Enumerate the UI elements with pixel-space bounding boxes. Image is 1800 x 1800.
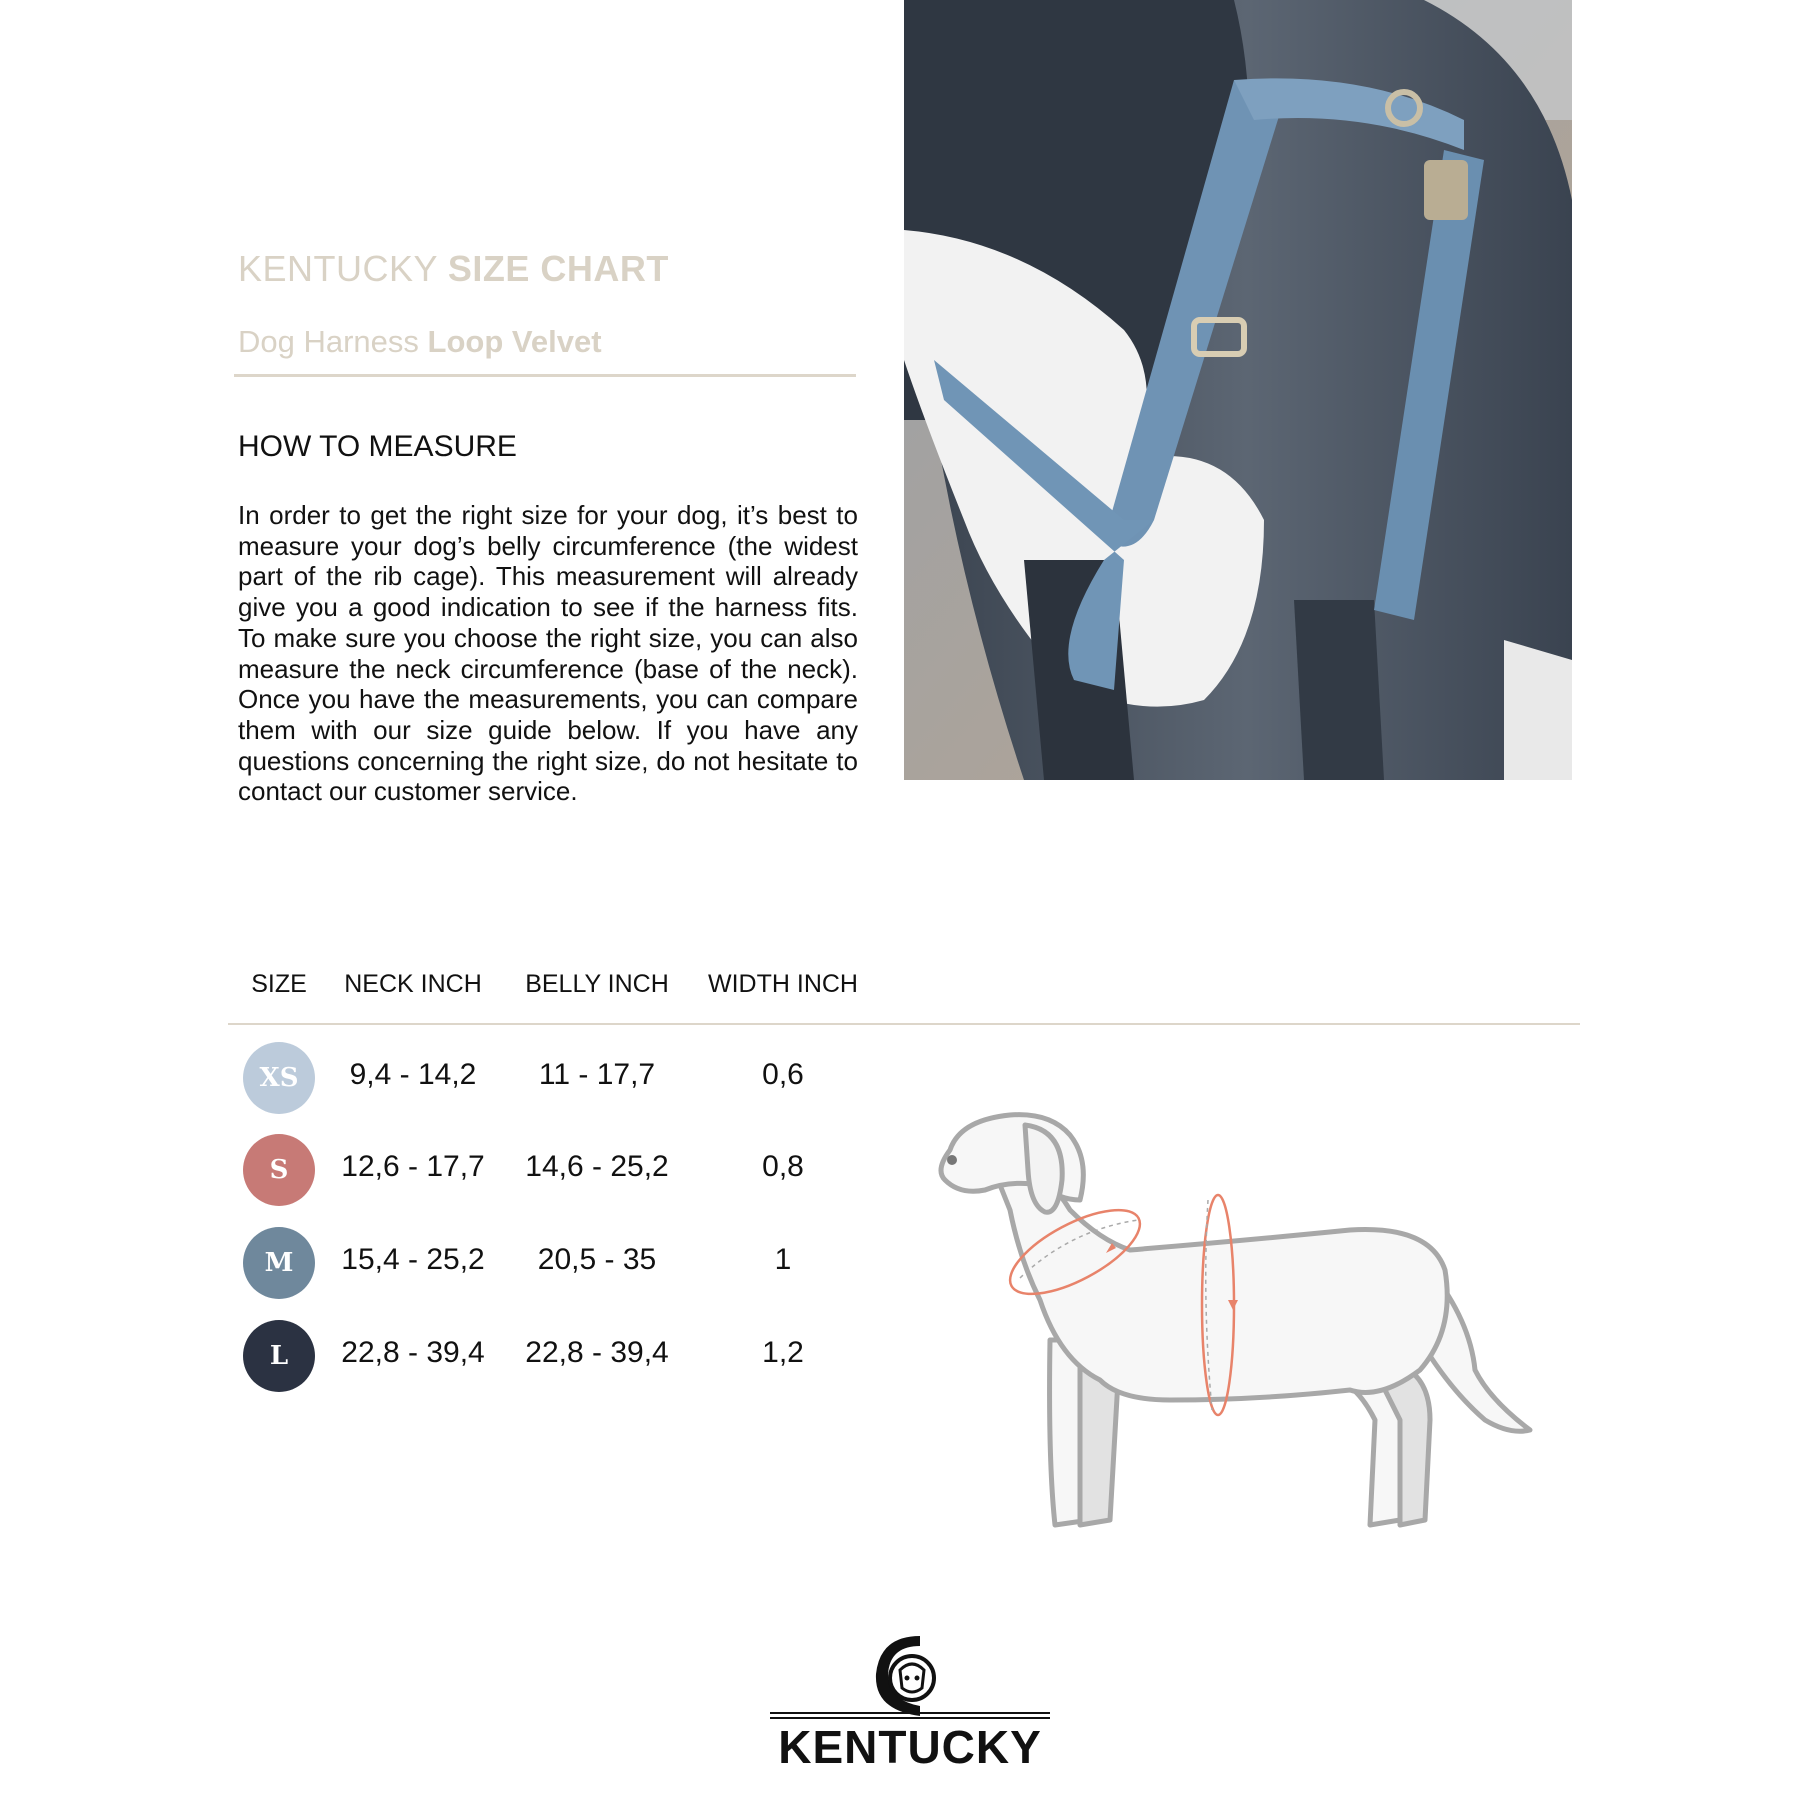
width-cell: 1 — [774, 1243, 792, 1276]
dog-measurement-outline-icon — [930, 1100, 1550, 1550]
belly-cell: 22,8 - 39,4 — [525, 1336, 669, 1369]
logo-wordmark: KENTUCKY — [778, 1721, 1042, 1773]
title-divider — [234, 374, 856, 377]
table-row — [0, 1134, 900, 1206]
header-neck: NECK INCH — [344, 970, 482, 998]
size-badge: L — [243, 1320, 315, 1392]
dog-harness-photo — [904, 0, 1572, 780]
width-cell: 0,6 — [762, 1058, 804, 1091]
kentucky-emblem-icon — [760, 1630, 1060, 1722]
neck-cell: 12,6 - 17,7 — [341, 1150, 485, 1183]
subtitle-bold: Loop Velvet — [427, 324, 602, 359]
table-row — [0, 1042, 900, 1114]
title-bold: SIZE CHART — [447, 248, 669, 289]
header-width: WIDTH INCH — [708, 970, 858, 998]
belly-cell: 20,5 - 35 — [537, 1243, 657, 1276]
dog-photo-illustration — [904, 0, 1572, 780]
size-table-header — [0, 970, 900, 1006]
table-row — [0, 1227, 900, 1299]
belly-cell: 14,6 - 25,2 — [525, 1150, 669, 1183]
table-divider — [228, 1023, 1580, 1025]
table-row — [0, 1320, 900, 1392]
header-size: SIZE — [251, 970, 307, 998]
size-badge: M — [243, 1227, 315, 1299]
page-title — [238, 248, 669, 290]
neck-cell: 9,4 - 14,2 — [349, 1058, 477, 1091]
measure-instructions: In order to get the right size for your dog, it’s best to measure your dog’s belly circumference (the widest part of the rib cage). This measurement will already give you a good indication to see if the harness fits. To make sure you choose the right size, you can also measure the neck circumference (base of the neck). Once you have the measurements, you can compare them with our size guide below. If you have any questions concerning the right size, do not hesitate to contact our customer service. — [238, 500, 858, 807]
belly-cell: 11 - 17,7 — [538, 1058, 656, 1091]
title-light: KENTUCKY — [238, 248, 438, 289]
size-badge: XS — [243, 1042, 315, 1114]
measure-heading: HOW TO MEASURE — [238, 430, 517, 463]
neck-cell: 22,8 - 39,4 — [341, 1336, 485, 1369]
header-belly: BELLY INCH — [525, 970, 669, 998]
neck-cell: 15,4 - 25,2 — [341, 1243, 485, 1276]
width-cell: 1,2 — [762, 1336, 804, 1369]
product-subtitle — [238, 324, 602, 360]
size-badge: S — [243, 1134, 315, 1206]
kentucky-logo — [760, 1630, 1060, 1773]
width-cell: 0,8 — [762, 1150, 804, 1183]
subtitle-light: Dog Harness — [238, 324, 419, 359]
